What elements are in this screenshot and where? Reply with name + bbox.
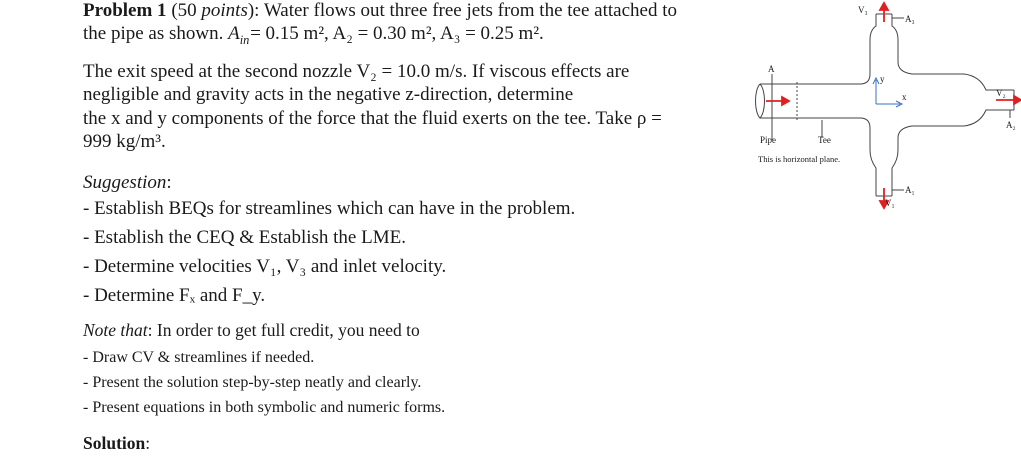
para2-line-4: 999 kg/m³.	[83, 131, 166, 152]
label-y: y	[880, 74, 885, 84]
tee-lower-right	[892, 110, 1014, 196]
solution-line	[83, 433, 150, 453]
solution-colon: :	[145, 433, 151, 453]
suggestion-heading: Suggestion:	[83, 172, 172, 193]
suggestion-item-2: - Establish the CEQ & Establish the LME.	[83, 227, 406, 248]
label-v2: V₂	[996, 88, 1006, 98]
tee-upper-left	[860, 14, 876, 84]
label-a: A	[768, 64, 775, 74]
diagram-caption: This is horizontal plane.	[758, 154, 841, 164]
velocity-arrows	[766, 3, 1021, 208]
note-item-3: - Present equations in both symbolic and numeric forms.	[83, 399, 446, 416]
label-a1: A₁	[905, 185, 915, 195]
area-values: = 0.15 m², A₂ = 0.30 m², A₃ = 0.25 m².	[250, 23, 544, 44]
note-line	[83, 320, 420, 340]
note-item-2: - Present the solution step-by-step neatly and clearly.	[83, 374, 422, 391]
problem-title: Problem 1	[83, 0, 167, 21]
label-pipe: Pipe	[760, 135, 777, 145]
note-heading: Note that	[83, 320, 148, 340]
problem-line-2	[83, 23, 544, 45]
note-item-1: - Draw CV & streamlines if needed.	[83, 349, 315, 366]
suggestion-item-3: - Determine velocities V₁, V₃ and inlet velocity.	[83, 256, 447, 277]
label-tee: Tee	[818, 135, 831, 145]
label-a2: A₂	[1006, 120, 1016, 130]
suggestion-heading-text: Suggestion	[83, 172, 167, 193]
para2-line-2: negligible and gravity acts in the negative z-direction, determine	[83, 84, 574, 105]
label-a3: A₃	[905, 14, 915, 24]
label-x: x	[902, 92, 907, 102]
suggestion-item-4: - Determine Fₓ and F_y.	[83, 285, 266, 306]
label-v1: V₁	[885, 198, 895, 208]
para2-line-1: The exit speed at the second nozzle V₂ = 10.0 m/s. If viscous effects are	[83, 61, 630, 82]
a-in-subscript: in	[239, 32, 250, 47]
tee-lower-left	[860, 118, 876, 196]
note-intro: : In order to get full credit, you need to	[147, 320, 420, 340]
points-close: ):	[247, 0, 264, 21]
a-in-symbol: A	[228, 23, 240, 44]
problem-line-1	[83, 0, 677, 22]
tee-upper-right	[892, 14, 1014, 90]
line2-start: the pipe as shown.	[83, 23, 229, 44]
problem-intro: Water flows out three free jets from the tee attached to	[263, 0, 677, 21]
pipe-inlet-end	[756, 84, 765, 118]
para2-line-3: the x and y components of the force that the fluid exerts on the tee. Take ρ =	[83, 108, 662, 129]
points-word: points	[201, 0, 248, 21]
solution-label: Solution	[83, 433, 146, 453]
points-open: (50	[171, 0, 202, 21]
suggestion-item-1: - Establish BEQs for streamlines which can have in the problem.	[83, 198, 576, 219]
tee-diagram	[752, 0, 1021, 220]
label-v3: V₃	[858, 5, 868, 15]
